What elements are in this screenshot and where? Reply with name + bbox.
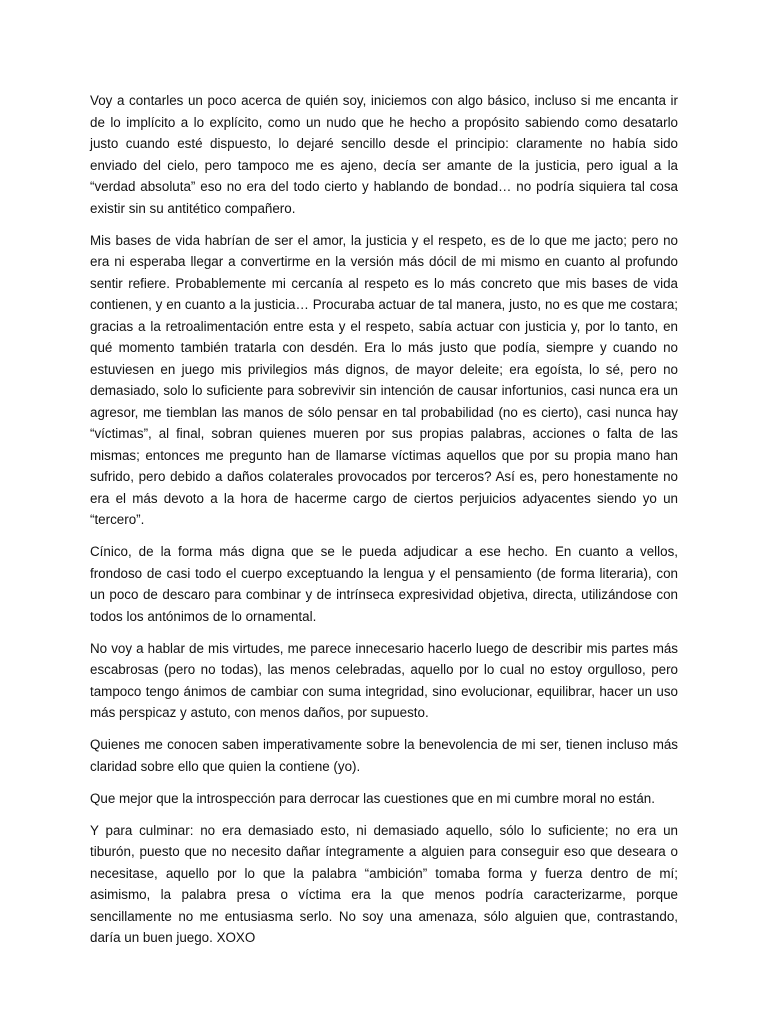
paragraph-6: Que mejor que la introspección para derrocar las cuestiones que en mi cumbre moral no están.	[90, 790, 655, 806]
paragraph-7: Y para culminar: no era demasiado esto, ni demasiado aquello, sólo lo suficiente; no era un tiburón, puesto que no necesito dañar íntegramente a alguien para conseguir eso que deseara o necesitase, aquello por lo que la palabra “ambición” tomaba forma y fuerza dentro de mí; asimismo, la palabra presa o víctima era la que menos podría caracterizarme, porque sencillamente no me entusiasma serlo. No soy una amenaza, sólo alguien que, contrastando, daría un buen juego. XOXO	[90, 822, 678, 945]
paragraph-1: Voy a contarles un poco acerca de quién soy, iniciemos con algo básico, incluso si me encanta ir de lo implícito a lo explícito, como un nudo que he hecho a propósito sabiendo como desatarlo justo cuando esté dispuesto, lo dejaré sencillo desde el principio: claramente no había sido enviado del cielo, pero tampoco me es ajeno, decía ser amante de la justicia, pero igual a la “verdad absoluta” eso no era del todo cierto y hablando de bondad… no podría siquiera tal cosa existir sin su antitético compañero.	[90, 93, 678, 216]
paragraph-4: No voy a hablar de mis virtudes, me parece innecesario hacerlo luego de describir mis partes más escabrosas (pero no todas), las menos celebradas, aquello por lo cual no estoy orgulloso, pero tampoco tengo ánimos de cambiar con suma integridad, sino evolucionar, equilibrar, hacer un uso más perspicaz y astuto, con menos daños, por supuesto.	[90, 640, 678, 720]
document-page	[90, 90, 678, 959]
paragraph-3: Cínico, de la forma más digna que se le pueda adjudicar a ese hecho. En cuanto a vellos, frondoso de casi todo el cuerpo exceptuando la lengua y el pensamiento (de forma literaria), con un poco de descaro para combinar y de intrínseca expresividad objetiva, directa, utilizándose con todos los antónimos de lo ornamental.	[90, 544, 678, 624]
paragraph-2: Mis bases de vida habrían de ser el amor, la justicia y el respeto, es de lo que me jacto; pero no era ni esperaba llegar a convertirme en la versión más dócil de mi mismo en cuanto al profundo sentir refiere. Probablemente mi cercanía al respeto es lo más concreto que mis bases de vida contienen, y en cuanto a la justicia… Procuraba actuar de tal manera, justo, no es que me costara; gracias a la retroalimentación entre esta y el respeto, sabía actuar con justicia y, por lo tanto, en qué momento también tratarla con desdén. Era lo más justo que podía, siempre y cuando no estuviesen en juego mis privilegios más dignos, de mayor deleite; era egoísta, lo sé, pero no demasiado, solo lo suficiente para sobrevivir sin intención de causar infortunios, casi nunca era un agresor, me tiemblan las manos de sólo pensar en tal probabilidad (no es cierto), casi nunca hay “víctimas”, al final, sobran quienes mueren por sus propias palabras, acciones o falta de las mismas; entonces me pregunto han de llamarse víctimas aquellos que por su propia mano han sufrido, pero debido a daños colaterales provocados por terceros? Así es, pero honestamente no era el más devoto a la hora de hacerme cargo de ciertos perjuicios adyacentes siendo yo un “tercero”.	[90, 232, 678, 527]
paragraph-5: Quienes me conocen saben imperativamente sobre la benevolencia de mi ser, tienen incluso más claridad sobre ello que quien la contiene (yo).	[90, 737, 678, 774]
